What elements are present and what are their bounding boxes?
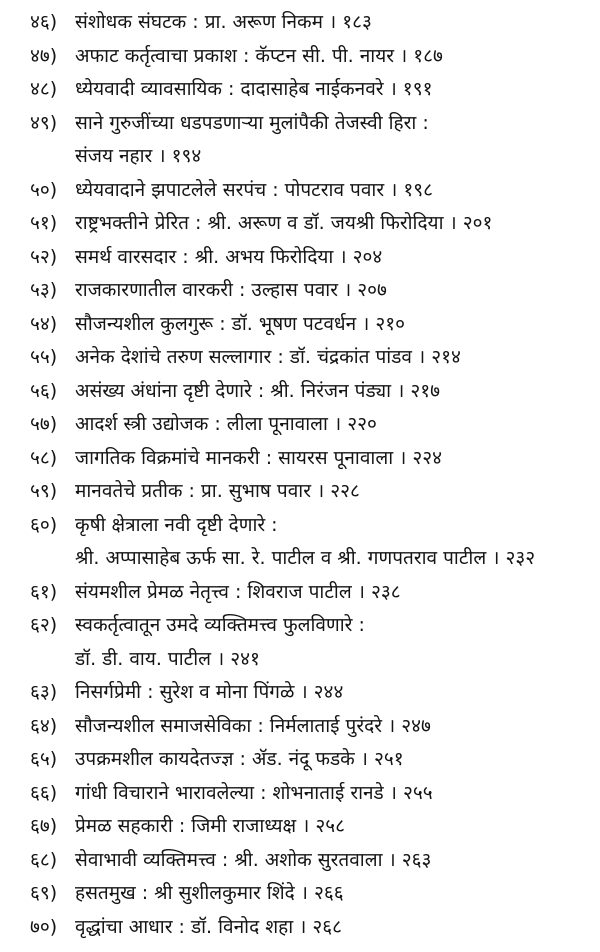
- entry-number: ६०): [30, 513, 58, 536]
- entry-number: ४८): [30, 78, 58, 100]
- entry-number: ४६): [30, 11, 58, 33]
- contents-entry: [0, 73, 600, 107]
- entry-title: समर्थ वारसदार : श्री. अभय फिरोदिया । २०४: [75, 245, 383, 268]
- entry-title: राजकारणातील वारकरी : उल्हास पवार । २०७: [75, 279, 387, 301]
- entry-number: ६३): [30, 681, 58, 703]
- contents-entry: [0, 341, 600, 375]
- contents-entry: [0, 241, 600, 275]
- contents-entry: [0, 375, 600, 409]
- entry-title: निसर्गप्रेमी : सुरेश व मोना पिंगळे । २४४: [75, 681, 344, 703]
- entry-title: साने गुरुजींच्या धडपडणाऱ्या मुलांपैकी तेजस्वी हिरा :: [75, 111, 429, 134]
- entry-title-continuation: संजय नहार । १९४: [75, 145, 202, 167]
- contents-entry: [0, 911, 600, 945]
- contents-entry: [0, 40, 600, 74]
- entry-number: ५५): [30, 346, 58, 368]
- entry-number: ६२): [30, 614, 58, 636]
- contents-entry: [0, 107, 600, 174]
- entry-title: मानवतेचे प्रतीक : प्रा. सुभाष पवार । २२८: [75, 480, 360, 502]
- entry-number: ६८): [30, 848, 58, 871]
- entry-title: संशोधक संघटक : प्रा. अरूण निकम । १८३: [75, 11, 372, 33]
- entry-title: कृषी क्षेत्राला नवी दृष्टी देणारे :: [75, 513, 278, 536]
- entry-number: ५३): [30, 279, 58, 301]
- entry-title: ध्येयवादी व्यावसायिक : दादासाहेब नाईकनवरे । १९१: [75, 78, 433, 100]
- contents-entry: [0, 274, 600, 308]
- entry-title: सौजन्यशील कुलगुरू : डॉ. भूषण पटवर्धन । २१०: [75, 312, 406, 335]
- entry-title: संयमशील प्रेमळ नेतृत्त्व : शिवराज पाटील । २३८: [75, 580, 401, 603]
- entry-number: ६१): [30, 580, 58, 603]
- entry-number: ५७): [30, 413, 58, 435]
- entry-number: ५२): [30, 245, 58, 268]
- contents-entry: [0, 509, 600, 576]
- contents-entry: [0, 877, 600, 911]
- contents-entry: [0, 609, 600, 676]
- entry-number: ६६): [30, 781, 58, 804]
- entry-number: ५६): [30, 379, 58, 402]
- contents-entry: [0, 777, 600, 811]
- entry-title: अफाट कर्तृत्वाचा प्रकाश : कॅप्टन सी. पी. नायर । १८७: [75, 44, 443, 67]
- entry-title: उपक्रमशील कायदेतज्ज्ञ : ॲड. नंदू फडके । २५१: [75, 748, 404, 770]
- entry-title: हसतमुख : श्री सुशीलकुमार शिंदे । २६६: [75, 882, 344, 904]
- entry-title: जागतिक विक्रमांचे मानकरी : सायरस पूनावाला । २२४: [75, 446, 443, 469]
- entry-number: ५४): [30, 312, 58, 335]
- entry-title: वृद्धांचा आधार : डॉ. विनोद शहा । २६८: [75, 915, 343, 938]
- contents-entry: [0, 810, 600, 844]
- contents-entry: [0, 475, 600, 509]
- contents-entry: [0, 442, 600, 476]
- entry-number: ४७): [30, 44, 58, 67]
- entry-title: अनेक देशांचे तरुण सल्लागार : डॉ. चंद्रकांत पांडव । २१४: [75, 346, 461, 368]
- contents-entry: [0, 6, 600, 40]
- contents-list: [0, 6, 600, 944]
- entry-number: ७०): [30, 915, 58, 938]
- entry-number: ५०): [30, 178, 58, 201]
- contents-entry: [0, 207, 600, 241]
- entry-number: ५१): [30, 212, 58, 234]
- contents-entry: [0, 844, 600, 878]
- contents-entry: [0, 743, 600, 777]
- entry-title: आदर्श स्त्री उद्योजक : लीला पूनावाला । २२०: [75, 413, 377, 435]
- entry-number: ५८): [30, 446, 58, 469]
- contents-entry: [0, 676, 600, 710]
- entry-title: प्रेमळ सहकारी : जिमी राजाध्यक्ष । २५८: [75, 815, 346, 837]
- entry-number: ५९): [30, 480, 58, 502]
- contents-page: [0, 6, 600, 946]
- entry-title: ध्येयवादाने झपाटलेले सरपंच : पोपटराव पवार । १९८: [75, 178, 434, 201]
- entry-title: असंख्य अंधांना दृष्टी देणारे : श्री. निरंजन पंड्या । २१७: [75, 379, 440, 402]
- entry-number: ६५): [30, 748, 58, 770]
- entry-title: सौजन्यशील समाजसेविका : निर्मलाताई पुरंदरे । २४७: [75, 714, 431, 737]
- contents-entry: [0, 408, 600, 442]
- contents-entry: [0, 174, 600, 208]
- entry-number: ६९): [30, 882, 58, 904]
- contents-entry: [0, 576, 600, 610]
- entry-number: ६७): [30, 815, 58, 837]
- entry-title-continuation: डॉ. डी. वाय. पाटील । २४१: [75, 647, 260, 670]
- entry-title-continuation: श्री. अप्पासाहेब ऊर्फ सा. रे. पाटील व श्री. गणपतराव पाटील । २३२: [75, 547, 536, 569]
- entry-title: राष्ट्रभक्तीने प्रेरित : श्री. अरूण व डॉ. जयश्री फिरोदिया । २०१: [75, 212, 493, 234]
- entry-title: सेवाभावी व्यक्तिमत्त्व : श्री. अशोक सुरतवाला । २६३: [75, 848, 432, 871]
- entry-number: ४९): [30, 111, 58, 134]
- entry-title: गांधी विचाराने भारावलेल्या : शोभनाताई रानडे । २५५: [75, 781, 433, 804]
- contents-entry: [0, 308, 600, 342]
- contents-entry: [0, 710, 600, 744]
- entry-number: ६४): [30, 714, 58, 737]
- entry-title: स्वकर्तृत्वातून उमदे व्यक्तिमत्त्व फुलविणारे :: [75, 614, 365, 636]
